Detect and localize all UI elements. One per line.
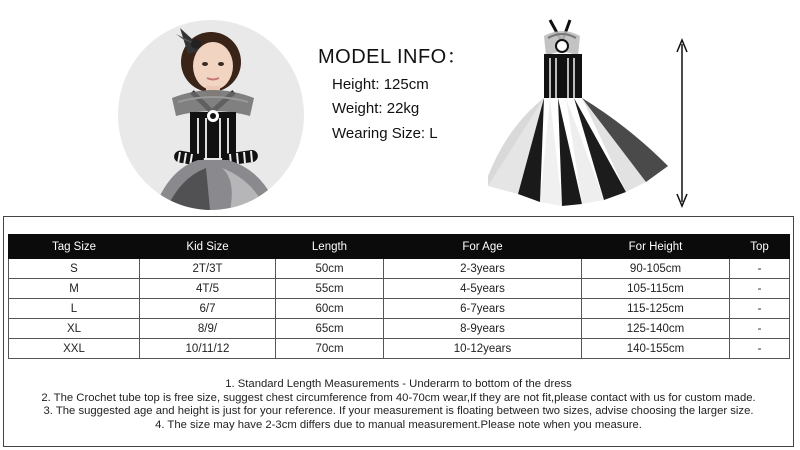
cell-for-age: 10-12years: [384, 339, 582, 359]
header-kid-size: Kid Size: [140, 235, 276, 259]
table-row: [9, 319, 790, 339]
cell-kid-size: 2T/3T: [140, 259, 276, 279]
cell-top: -: [730, 299, 790, 319]
tutu-dress-illustration: [478, 16, 698, 216]
cell-tag-size: XL: [9, 319, 140, 339]
cell-length: 55cm: [276, 279, 384, 299]
cell-kid-size: 6/7: [140, 299, 276, 319]
header-top: Top: [730, 235, 790, 259]
cell-for-age: 8-9years: [384, 319, 582, 339]
cell-kid-size: 8/9/: [140, 319, 276, 339]
cell-top: -: [730, 339, 790, 359]
cell-top: -: [730, 279, 790, 299]
cell-length: 70cm: [276, 339, 384, 359]
table-row: [9, 299, 790, 319]
cell-for-height: 125-140cm: [582, 319, 730, 339]
cell-for-age: 2-3years: [384, 259, 582, 279]
cell-tag-size: S: [9, 259, 140, 279]
note-line: 2. The Crochet tube top is free size, suggest chest circumference from 40-70cm wear,If they are not fit,please contact with us for custom made.: [41, 391, 756, 404]
size-table: [8, 234, 790, 359]
cell-length: 65cm: [276, 319, 384, 339]
model-photo: [118, 20, 304, 210]
dress-product-image: [478, 16, 698, 216]
cell-for-height: 90-105cm: [582, 259, 730, 279]
note-line: 4. The size may have 2-3cm differs due to manual measurement.Please note when you measure.: [155, 418, 642, 431]
cell-kid-size: 4T/5: [140, 279, 276, 299]
size-notes: [4, 378, 793, 432]
cell-for-height: 115-125cm: [582, 299, 730, 319]
cell-kid-size: 10/11/12: [140, 339, 276, 359]
size-chart: [3, 216, 794, 447]
table-row: [9, 279, 790, 299]
note-line: 1. Standard Length Measurements - Underarm to bottom of the dress: [225, 378, 572, 390]
header-for-height: For Height: [582, 235, 730, 259]
cell-top: -: [730, 259, 790, 279]
cell-for-height: 140-155cm: [582, 339, 730, 359]
cell-for-height: 105-115cm: [582, 279, 730, 299]
product-header: [0, 0, 800, 215]
note-line: 3. The suggested age and height is just for your reference. If your measurement is floating between two sizes, advise choosing the larger size.: [43, 405, 754, 418]
cell-for-age: 6-7years: [384, 299, 582, 319]
model-weight: Weight: 22kg: [332, 100, 420, 117]
header-tag-size: Tag Size: [9, 235, 140, 259]
cell-for-age: 4-5years: [384, 279, 582, 299]
model-girl-illustration: [118, 20, 304, 210]
cell-top: -: [730, 319, 790, 339]
size-table-header: [9, 235, 790, 259]
model-wearing-size: Wearing Size: L: [332, 125, 438, 142]
cell-length: 50cm: [276, 259, 384, 279]
cell-tag-size: L: [9, 299, 140, 319]
cell-tag-size: M: [9, 279, 140, 299]
model-info-title: MODEL INFO：: [318, 46, 468, 68]
cell-tag-size: XXL: [9, 339, 140, 359]
model-height: Height: 125cm: [332, 76, 429, 93]
header-for-age: For Age: [384, 235, 582, 259]
header-length: Length: [276, 235, 384, 259]
table-row: [9, 339, 790, 359]
cell-length: 60cm: [276, 299, 384, 319]
table-row: [9, 259, 790, 279]
